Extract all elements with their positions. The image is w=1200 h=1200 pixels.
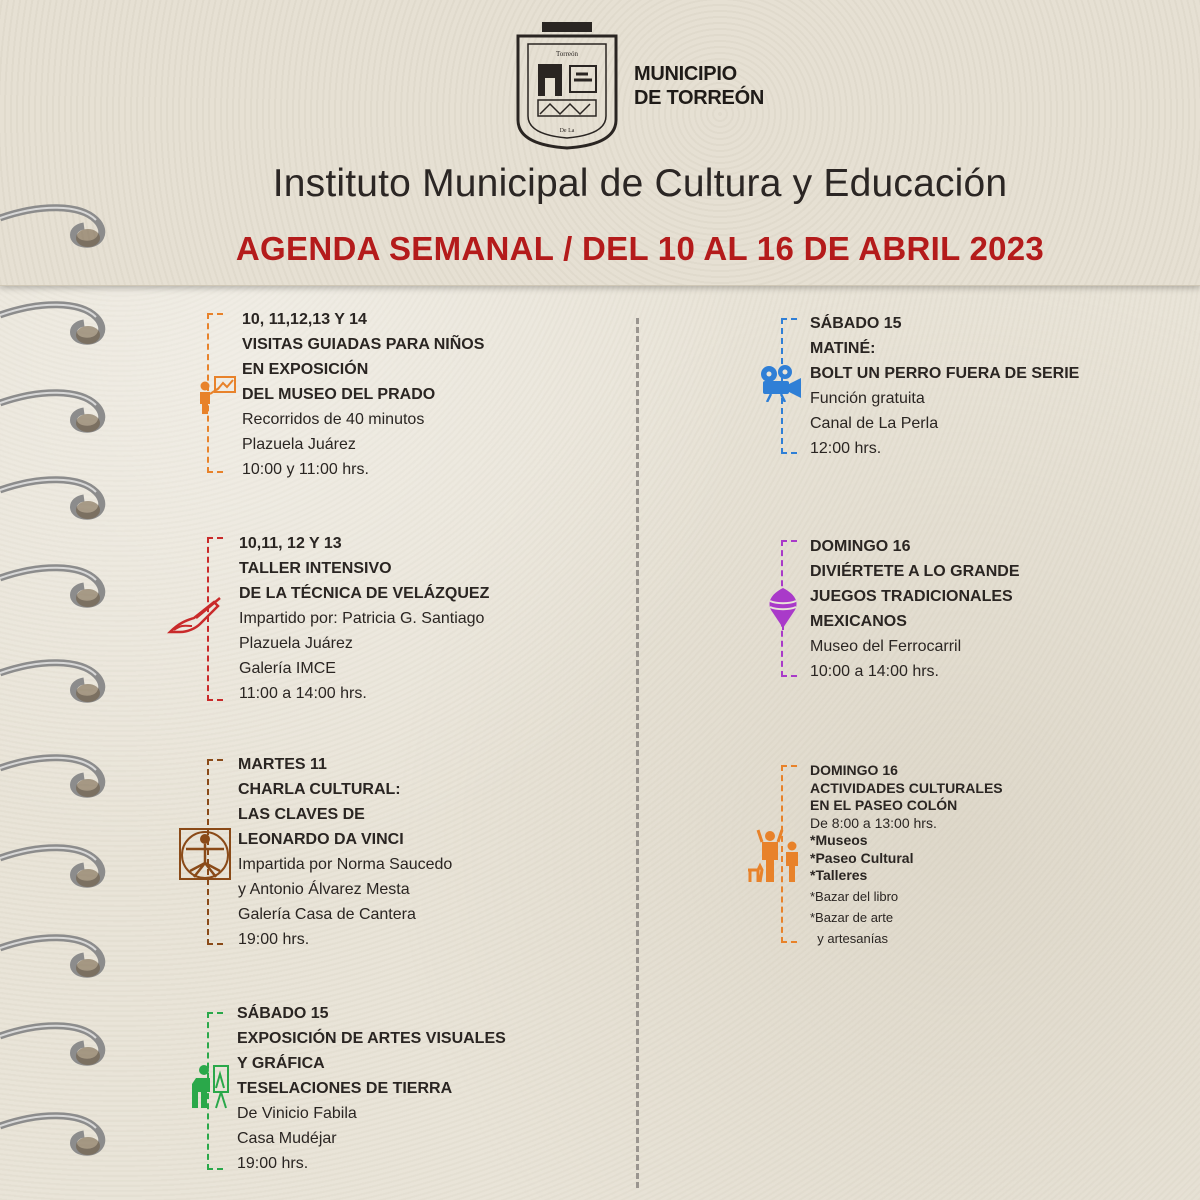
event-title: MEXICANOS	[810, 613, 907, 630]
activity-item: *Paseo Cultural	[810, 849, 914, 866]
event-text	[242, 307, 484, 482]
event-venue: Galería IMCE	[239, 660, 336, 677]
activity-item: *Talleres	[810, 867, 868, 883]
event-title: EN EXPOSICIÓN	[242, 361, 369, 378]
spinning-top-icon	[765, 586, 801, 630]
event-title: EN EL PASEO COLÓN	[810, 797, 958, 813]
event-date: MARTES 11	[238, 756, 327, 773]
event-text	[810, 534, 1020, 684]
event-text	[237, 1001, 506, 1176]
event-venue: Museo del Ferrocarril	[810, 638, 962, 655]
event-venue: Plazuela Juárez	[239, 635, 353, 652]
binder-ring-icon	[0, 840, 112, 894]
binder-ring-icon	[0, 655, 112, 709]
event-date: 10, 11,12,13 Y 14	[242, 311, 367, 328]
agenda-title: AGENDA SEMANAL / DEL 10 AL 16 DE ABRIL 2023	[235, 230, 1045, 267]
binder-ring-icon	[0, 297, 112, 351]
event-time: 10:00 y 11:00 hrs.	[242, 461, 369, 478]
municipality-line1: MUNICIPIO	[634, 63, 737, 85]
event-time: De 8:00 a 13:00 hrs.	[810, 814, 937, 831]
event-time: 19:00 hrs.	[238, 931, 310, 948]
svg-text:Torreón: Torreón	[555, 50, 579, 58]
movie-camera-icon	[757, 362, 803, 402]
vitruvian-man-icon	[178, 827, 232, 881]
event-date: SÁBADO 15	[237, 1005, 329, 1022]
event-date: DOMINGO 16	[810, 538, 911, 555]
event-text	[810, 762, 1003, 885]
event-title: LAS CLAVES DE	[238, 806, 365, 823]
guide-presentation-icon	[195, 374, 237, 416]
family-icon	[744, 826, 806, 884]
event-time: 12:00 hrs.	[810, 440, 882, 457]
event-title: BOLT UN PERRO FUERA DE SERIE	[810, 365, 1080, 382]
event-title: TALLER INTENSIVO	[239, 560, 392, 577]
event-detail: Impartida por Norma Saucedo	[238, 856, 453, 873]
event-detail: y Antonio Álvarez Mesta	[238, 881, 410, 898]
event-title: Y GRÁFICA	[237, 1055, 325, 1072]
event-venue: Canal de La Perla	[810, 415, 939, 432]
activity-item: *Museos	[810, 832, 868, 848]
event-detail: Impartido por: Patricia G. Santiago	[239, 610, 485, 627]
binder-ring-icon	[0, 1108, 112, 1162]
event-title: EXPOSICIÓN DE ARTES VISUALES	[237, 1030, 506, 1047]
event-text	[239, 531, 489, 706]
event-title: TESELACIONES DE TIERRA	[237, 1080, 453, 1097]
torreon-seal-logo	[512, 20, 622, 150]
event-date: SÁBADO 15	[810, 315, 902, 332]
event-date: 10,11, 12 Y 13	[239, 535, 342, 552]
municipality-line2: DE TORREÓN	[634, 87, 764, 109]
binder-ring-icon	[0, 385, 112, 439]
binder-ring-icon	[0, 472, 112, 526]
event-title: ACTIVIDADES CULTURALES	[810, 779, 1003, 796]
art-gallery-icon	[186, 1062, 234, 1112]
event-detail: De Vinicio Fabila	[237, 1105, 357, 1122]
event-venue: Casa Mudéjar	[237, 1130, 337, 1147]
event-detail: Función gratuita	[810, 390, 925, 407]
hand-drawing-icon	[166, 596, 224, 636]
event-detail: Recorridos de 40 minutos	[242, 411, 425, 428]
event-title: JUEGOS TRADICIONALES	[810, 588, 1013, 605]
activity-item: *Bazar de arte	[810, 910, 894, 925]
event-date: DOMINGO 16	[810, 762, 898, 778]
municipality-name	[634, 62, 764, 110]
event-title: LEONARDO DA VINCI	[238, 831, 404, 848]
binder-ring-icon	[0, 930, 112, 984]
event-text-extra	[810, 886, 898, 949]
svg-text:De La: De La	[559, 128, 575, 134]
event-title: DE LA TÉCNICA DE VELÁZQUEZ	[239, 585, 490, 602]
binder-ring-icon	[0, 1018, 112, 1072]
column-divider	[636, 318, 639, 1188]
institute-title: Instituto Municipal de Cultura y Educación	[272, 162, 1008, 205]
event-title: CHARLA CULTURAL:	[238, 781, 401, 798]
event-time: 10:00 a 14:00 hrs.	[810, 663, 939, 680]
activity-item: *Bazar del libro	[810, 889, 899, 904]
binder-ring-icon	[0, 750, 112, 804]
event-venue: Plazuela Juárez	[242, 436, 356, 453]
event-title: VISITAS GUIADAS PARA NIÑOS	[242, 336, 485, 353]
binder-ring-icon	[0, 560, 112, 614]
event-text	[810, 311, 1079, 461]
event-title: DEL MUSEO DEL PRADO	[242, 386, 436, 403]
event-title: MATINÉ:	[810, 340, 876, 357]
activity-item: y artesanías	[810, 931, 889, 946]
event-time: 11:00 a 14:00 hrs.	[239, 685, 367, 702]
event-time: 19:00 hrs.	[237, 1155, 309, 1172]
event-venue: Galería Casa de Cantera	[238, 906, 416, 923]
event-text	[238, 752, 452, 952]
event-title: DIVIÉRTETE A LO GRANDE	[810, 563, 1020, 580]
